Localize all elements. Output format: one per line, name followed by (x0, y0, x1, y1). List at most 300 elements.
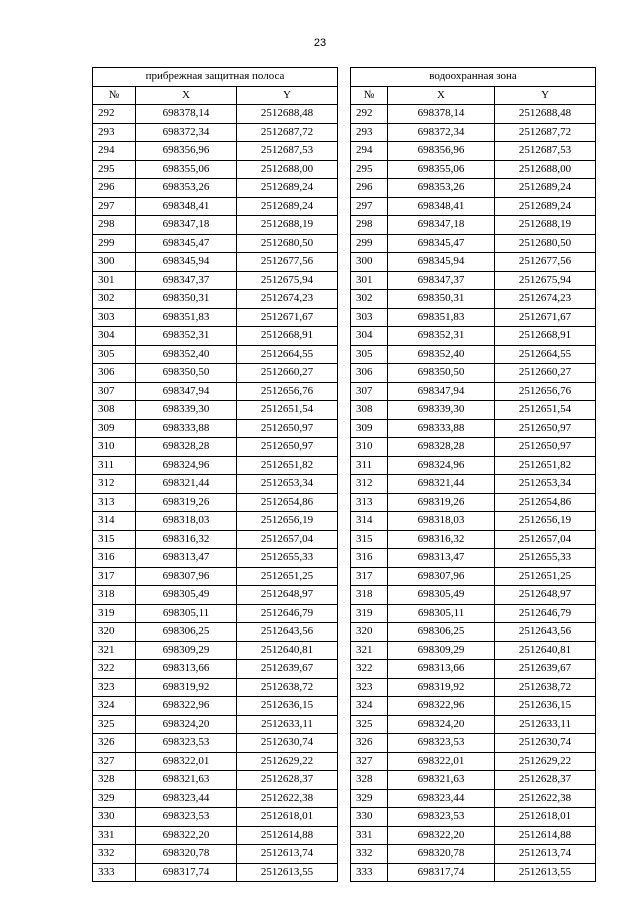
left-cell-x: 698347,18 (136, 216, 237, 235)
left-cell-number: 298 (93, 216, 136, 235)
left-cell-x: 698352,40 (136, 345, 237, 364)
right-cell-y: 2512630,74 (495, 734, 596, 753)
left-cell-y: 2512689,24 (237, 179, 338, 198)
left-cell-x: 698352,31 (136, 327, 237, 346)
left-cell-y: 2512613,74 (237, 845, 338, 864)
left-cell-x: 698318,03 (136, 512, 237, 531)
left-cell-number: 294 (93, 142, 136, 161)
right-cell-y: 2512629,22 (495, 752, 596, 771)
left-cell-number: 329 (93, 789, 136, 808)
right-cell-y: 2512618,01 (495, 808, 596, 827)
right-cell-x: 698323,44 (388, 789, 495, 808)
left-cell-x: 698321,63 (136, 771, 237, 790)
left-cell-number: 314 (93, 512, 136, 531)
column-gap (338, 623, 351, 642)
table-row (93, 308, 596, 327)
right-cell-number: 322 (351, 660, 388, 679)
column-gap (338, 567, 351, 586)
left-cell-number: 304 (93, 327, 136, 346)
right-cell-x: 698350,50 (388, 364, 495, 383)
right-cell-y: 2512614,88 (495, 826, 596, 845)
right-cell-number: 302 (351, 290, 388, 309)
right-cell-x: 698313,66 (388, 660, 495, 679)
table-row (93, 419, 596, 438)
left-cell-x: 698319,92 (136, 678, 237, 697)
right-cell-x: 698378,14 (388, 105, 495, 124)
column-gap (338, 345, 351, 364)
right-cell-y: 2512628,37 (495, 771, 596, 790)
right-cell-x: 698305,49 (388, 586, 495, 605)
right-cell-x: 698324,20 (388, 715, 495, 734)
right-cell-y: 2512687,72 (495, 123, 596, 142)
left-cell-number: 295 (93, 160, 136, 179)
left-cell-number: 296 (93, 179, 136, 198)
table-row (93, 734, 596, 753)
right-cell-y: 2512651,54 (495, 401, 596, 420)
table-row (93, 789, 596, 808)
left-cell-x: 698353,26 (136, 179, 237, 198)
right-cell-number: 292 (351, 105, 388, 124)
table-row (93, 401, 596, 420)
left-cell-x: 698350,50 (136, 364, 237, 383)
table-row (93, 715, 596, 734)
left-cell-y: 2512687,53 (237, 142, 338, 161)
left-cell-x: 698347,94 (136, 382, 237, 401)
right-cell-x: 698339,30 (388, 401, 495, 420)
right-cell-y: 2512613,74 (495, 845, 596, 864)
left-cell-number: 306 (93, 364, 136, 383)
right-cell-y: 2512688,48 (495, 105, 596, 124)
left-cell-number: 293 (93, 123, 136, 142)
column-gap (338, 401, 351, 420)
left-cell-y: 2512689,24 (237, 197, 338, 216)
column-gap (338, 549, 351, 568)
left-cell-y: 2512674,23 (237, 290, 338, 309)
left-cell-y: 2512640,81 (237, 641, 338, 660)
right-cell-number: 298 (351, 216, 388, 235)
column-gap (338, 86, 351, 105)
left-cell-y: 2512664,55 (237, 345, 338, 364)
left-cell-number: 311 (93, 456, 136, 475)
table-row (93, 623, 596, 642)
right-cell-number: 304 (351, 327, 388, 346)
column-gap (338, 68, 351, 87)
left-cell-y: 2512653,34 (237, 475, 338, 494)
left-cell-number: 307 (93, 382, 136, 401)
right-cell-y: 2512636,15 (495, 697, 596, 716)
right-cell-y: 2512675,94 (495, 271, 596, 290)
right-cell-number: 332 (351, 845, 388, 864)
right-cell-x: 698317,74 (388, 863, 495, 882)
left-cell-number: 327 (93, 752, 136, 771)
column-gap (338, 160, 351, 179)
table-row (93, 530, 596, 549)
left-cell-x: 698323,53 (136, 808, 237, 827)
right-cell-y: 2512689,24 (495, 197, 596, 216)
right-cell-y: 2512671,67 (495, 308, 596, 327)
column-gap (338, 641, 351, 660)
right-cell-y: 2512651,82 (495, 456, 596, 475)
right-cell-x: 698318,03 (388, 512, 495, 531)
table-row (93, 567, 596, 586)
right-cell-number: 300 (351, 253, 388, 272)
left-cell-number: 303 (93, 308, 136, 327)
right-cell-y: 2512648,97 (495, 586, 596, 605)
left-cell-x: 698305,11 (136, 604, 237, 623)
left-cell-y: 2512636,15 (237, 697, 338, 716)
header-row (93, 86, 596, 105)
left-cell-number: 331 (93, 826, 136, 845)
right-cell-y: 2512640,81 (495, 641, 596, 660)
right-cell-x: 698324,96 (388, 456, 495, 475)
left-cell-x: 698319,26 (136, 493, 237, 512)
right-cell-y: 2512650,97 (495, 438, 596, 457)
left-cell-x: 698345,94 (136, 253, 237, 272)
right-cell-number: 310 (351, 438, 388, 457)
left-cell-y: 2512688,48 (237, 105, 338, 124)
left-cell-x: 698348,41 (136, 197, 237, 216)
left-cell-number: 328 (93, 771, 136, 790)
table-row (93, 845, 596, 864)
right-cell-y: 2512654,86 (495, 493, 596, 512)
right-cell-number: 323 (351, 678, 388, 697)
column-gap (338, 234, 351, 253)
right-cell-number: 308 (351, 401, 388, 420)
left-cell-x: 698328,28 (136, 438, 237, 457)
left-cell-x: 698323,44 (136, 789, 237, 808)
right-cell-x: 698322,20 (388, 826, 495, 845)
right-cell-number: 317 (351, 567, 388, 586)
left-cell-x: 698313,66 (136, 660, 237, 679)
column-gap (338, 789, 351, 808)
left-cell-x: 698322,20 (136, 826, 237, 845)
right-cell-number: 314 (351, 512, 388, 531)
left-cell-x: 698322,01 (136, 752, 237, 771)
left-cell-x: 698356,96 (136, 142, 237, 161)
column-gap (338, 456, 351, 475)
table-row (93, 475, 596, 494)
column-gap (338, 179, 351, 198)
left-cell-number: 326 (93, 734, 136, 753)
left-cell-y: 2512651,54 (237, 401, 338, 420)
right-cell-x: 698306,25 (388, 623, 495, 642)
left-cell-x: 698350,31 (136, 290, 237, 309)
right-cell-y: 2512656,76 (495, 382, 596, 401)
right-cell-x: 698309,29 (388, 641, 495, 660)
left-header-x: X (136, 86, 237, 105)
right-cell-y: 2512674,23 (495, 290, 596, 309)
right-cell-x: 698372,34 (388, 123, 495, 142)
column-gap (338, 512, 351, 531)
left-cell-number: 320 (93, 623, 136, 642)
right-cell-number: 293 (351, 123, 388, 142)
table-row (93, 290, 596, 309)
table-row (93, 382, 596, 401)
column-gap (338, 197, 351, 216)
left-cell-y: 2512643,56 (237, 623, 338, 642)
right-cell-x: 698352,40 (388, 345, 495, 364)
left-cell-y: 2512646,79 (237, 604, 338, 623)
table-row (93, 179, 596, 198)
column-gap (338, 715, 351, 734)
right-cell-x: 698347,37 (388, 271, 495, 290)
left-cell-x: 698317,74 (136, 863, 237, 882)
right-cell-y: 2512655,33 (495, 549, 596, 568)
right-cell-y: 2512680,50 (495, 234, 596, 253)
left-cell-y: 2512668,91 (237, 327, 338, 346)
right-cell-x: 698350,31 (388, 290, 495, 309)
left-cell-y: 2512650,97 (237, 438, 338, 457)
right-cell-y: 2512633,11 (495, 715, 596, 734)
right-cell-x: 698333,88 (388, 419, 495, 438)
right-cell-number: 331 (351, 826, 388, 845)
left-cell-y: 2512622,38 (237, 789, 338, 808)
left-cell-x: 698322,96 (136, 697, 237, 716)
right-cell-x: 698356,96 (388, 142, 495, 161)
table-row (93, 456, 596, 475)
left-cell-y: 2512654,86 (237, 493, 338, 512)
left-cell-y: 2512614,88 (237, 826, 338, 845)
right-section-title: водоохранная зона (351, 68, 596, 87)
left-cell-x: 698316,32 (136, 530, 237, 549)
left-cell-y: 2512633,11 (237, 715, 338, 734)
right-cell-x: 698323,53 (388, 808, 495, 827)
left-cell-x: 698378,14 (136, 105, 237, 124)
right-cell-number: 296 (351, 179, 388, 198)
right-cell-number: 328 (351, 771, 388, 790)
left-cell-number: 325 (93, 715, 136, 734)
left-cell-number: 313 (93, 493, 136, 512)
table-row (93, 438, 596, 457)
right-cell-number: 312 (351, 475, 388, 494)
right-cell-x: 698316,32 (388, 530, 495, 549)
column-gap (338, 105, 351, 124)
left-cell-y: 2512630,74 (237, 734, 338, 753)
right-cell-number: 299 (351, 234, 388, 253)
right-cell-number: 303 (351, 308, 388, 327)
right-cell-number: 325 (351, 715, 388, 734)
right-cell-number: 330 (351, 808, 388, 827)
left-cell-y: 2512648,97 (237, 586, 338, 605)
column-gap (338, 475, 351, 494)
left-cell-x: 698347,37 (136, 271, 237, 290)
table-row (93, 678, 596, 697)
left-cell-y: 2512628,37 (237, 771, 338, 790)
left-cell-y: 2512687,72 (237, 123, 338, 142)
right-cell-x: 698319,92 (388, 678, 495, 697)
right-cell-y: 2512638,72 (495, 678, 596, 697)
left-cell-y: 2512688,00 (237, 160, 338, 179)
right-cell-y: 2512653,34 (495, 475, 596, 494)
left-cell-y: 2512613,55 (237, 863, 338, 882)
table-row (93, 105, 596, 124)
table-row (93, 123, 596, 142)
right-cell-x: 698345,47 (388, 234, 495, 253)
right-cell-number: 306 (351, 364, 388, 383)
left-cell-y: 2512651,25 (237, 567, 338, 586)
right-header-x: X (388, 86, 495, 105)
left-cell-y: 2512656,19 (237, 512, 338, 531)
left-cell-x: 698309,29 (136, 641, 237, 660)
column-gap (338, 845, 351, 864)
column-gap (338, 364, 351, 383)
left-cell-x: 698324,20 (136, 715, 237, 734)
left-cell-number: 332 (93, 845, 136, 864)
left-cell-number: 292 (93, 105, 136, 124)
table-row (93, 512, 596, 531)
table-row (93, 771, 596, 790)
right-cell-number: 301 (351, 271, 388, 290)
left-cell-number: 316 (93, 549, 136, 568)
left-cell-y: 2512639,67 (237, 660, 338, 679)
right-cell-x: 698313,47 (388, 549, 495, 568)
right-cell-x: 698322,96 (388, 697, 495, 716)
left-cell-number: 310 (93, 438, 136, 457)
column-gap (338, 253, 351, 272)
left-cell-y: 2512688,19 (237, 216, 338, 235)
left-cell-x: 698345,47 (136, 234, 237, 253)
right-cell-y: 2512613,55 (495, 863, 596, 882)
right-cell-y: 2512643,56 (495, 623, 596, 642)
right-cell-x: 698305,11 (388, 604, 495, 623)
right-cell-y: 2512687,53 (495, 142, 596, 161)
table-row (93, 271, 596, 290)
column-gap (338, 530, 351, 549)
left-cell-number: 321 (93, 641, 136, 660)
right-cell-number: 307 (351, 382, 388, 401)
right-cell-number: 311 (351, 456, 388, 475)
left-cell-y: 2512650,97 (237, 419, 338, 438)
table-row (93, 234, 596, 253)
right-cell-number: 313 (351, 493, 388, 512)
right-cell-x: 698320,78 (388, 845, 495, 864)
right-cell-x: 698321,63 (388, 771, 495, 790)
right-cell-x: 698352,31 (388, 327, 495, 346)
right-cell-x: 698319,26 (388, 493, 495, 512)
coordinates-table (92, 67, 596, 882)
column-gap (338, 808, 351, 827)
table-row (93, 493, 596, 512)
left-cell-x: 698323,53 (136, 734, 237, 753)
left-cell-y: 2512677,56 (237, 253, 338, 272)
left-cell-number: 301 (93, 271, 136, 290)
right-cell-y: 2512650,97 (495, 419, 596, 438)
column-gap (338, 382, 351, 401)
column-gap (338, 493, 351, 512)
right-cell-y: 2512657,04 (495, 530, 596, 549)
right-cell-number: 309 (351, 419, 388, 438)
title-row (93, 68, 596, 87)
left-cell-number: 309 (93, 419, 136, 438)
table-row (93, 364, 596, 383)
column-gap (338, 660, 351, 679)
left-cell-number: 308 (93, 401, 136, 420)
column-gap (338, 123, 351, 142)
right-cell-x: 698345,94 (388, 253, 495, 272)
right-cell-number: 295 (351, 160, 388, 179)
right-cell-number: 319 (351, 604, 388, 623)
right-cell-y: 2512651,25 (495, 567, 596, 586)
right-cell-y: 2512688,19 (495, 216, 596, 235)
left-section-title: прибрежная защитная полоса (93, 68, 338, 87)
column-gap (338, 734, 351, 753)
right-cell-x: 698307,96 (388, 567, 495, 586)
table-row (93, 586, 596, 605)
table-row (93, 752, 596, 771)
table-row (93, 549, 596, 568)
page-number: 23 (313, 37, 327, 49)
column-gap (338, 697, 351, 716)
right-cell-number: 305 (351, 345, 388, 364)
left-cell-x: 698306,25 (136, 623, 237, 642)
left-cell-number: 297 (93, 197, 136, 216)
right-cell-x: 698323,53 (388, 734, 495, 753)
left-cell-y: 2512618,01 (237, 808, 338, 827)
left-cell-y: 2512675,94 (237, 271, 338, 290)
right-cell-x: 698328,28 (388, 438, 495, 457)
column-gap (338, 752, 351, 771)
table-row (93, 253, 596, 272)
column-gap (338, 308, 351, 327)
right-cell-y: 2512664,55 (495, 345, 596, 364)
left-header-number: № (93, 86, 136, 105)
table-row (93, 197, 596, 216)
column-gap (338, 216, 351, 235)
left-cell-x: 698321,44 (136, 475, 237, 494)
left-header-y: Y (237, 86, 338, 105)
column-gap (338, 290, 351, 309)
right-cell-number: 316 (351, 549, 388, 568)
column-gap (338, 142, 351, 161)
table-row (93, 160, 596, 179)
right-cell-number: 321 (351, 641, 388, 660)
left-cell-number: 300 (93, 253, 136, 272)
left-cell-number: 323 (93, 678, 136, 697)
left-cell-x: 698313,47 (136, 549, 237, 568)
column-gap (338, 271, 351, 290)
left-cell-x: 698351,83 (136, 308, 237, 327)
left-cell-x: 698320,78 (136, 845, 237, 864)
column-gap (338, 678, 351, 697)
right-cell-number: 324 (351, 697, 388, 716)
column-gap (338, 586, 351, 605)
right-cell-y: 2512677,56 (495, 253, 596, 272)
right-cell-number: 326 (351, 734, 388, 753)
left-cell-y: 2512680,50 (237, 234, 338, 253)
table-row (93, 808, 596, 827)
left-cell-x: 698339,30 (136, 401, 237, 420)
left-cell-number: 333 (93, 863, 136, 882)
left-cell-number: 305 (93, 345, 136, 364)
right-cell-number: 315 (351, 530, 388, 549)
right-header-number: № (351, 86, 388, 105)
table-row (93, 327, 596, 346)
column-gap (338, 826, 351, 845)
right-cell-y: 2512656,19 (495, 512, 596, 531)
right-cell-number: 329 (351, 789, 388, 808)
table-row (93, 604, 596, 623)
right-cell-x: 698351,83 (388, 308, 495, 327)
left-cell-x: 698305,49 (136, 586, 237, 605)
right-cell-number: 320 (351, 623, 388, 642)
left-cell-y: 2512651,82 (237, 456, 338, 475)
left-cell-number: 324 (93, 697, 136, 716)
left-cell-y: 2512660,27 (237, 364, 338, 383)
table-row (93, 697, 596, 716)
column-gap (338, 863, 351, 882)
left-cell-number: 319 (93, 604, 136, 623)
right-cell-x: 698355,06 (388, 160, 495, 179)
